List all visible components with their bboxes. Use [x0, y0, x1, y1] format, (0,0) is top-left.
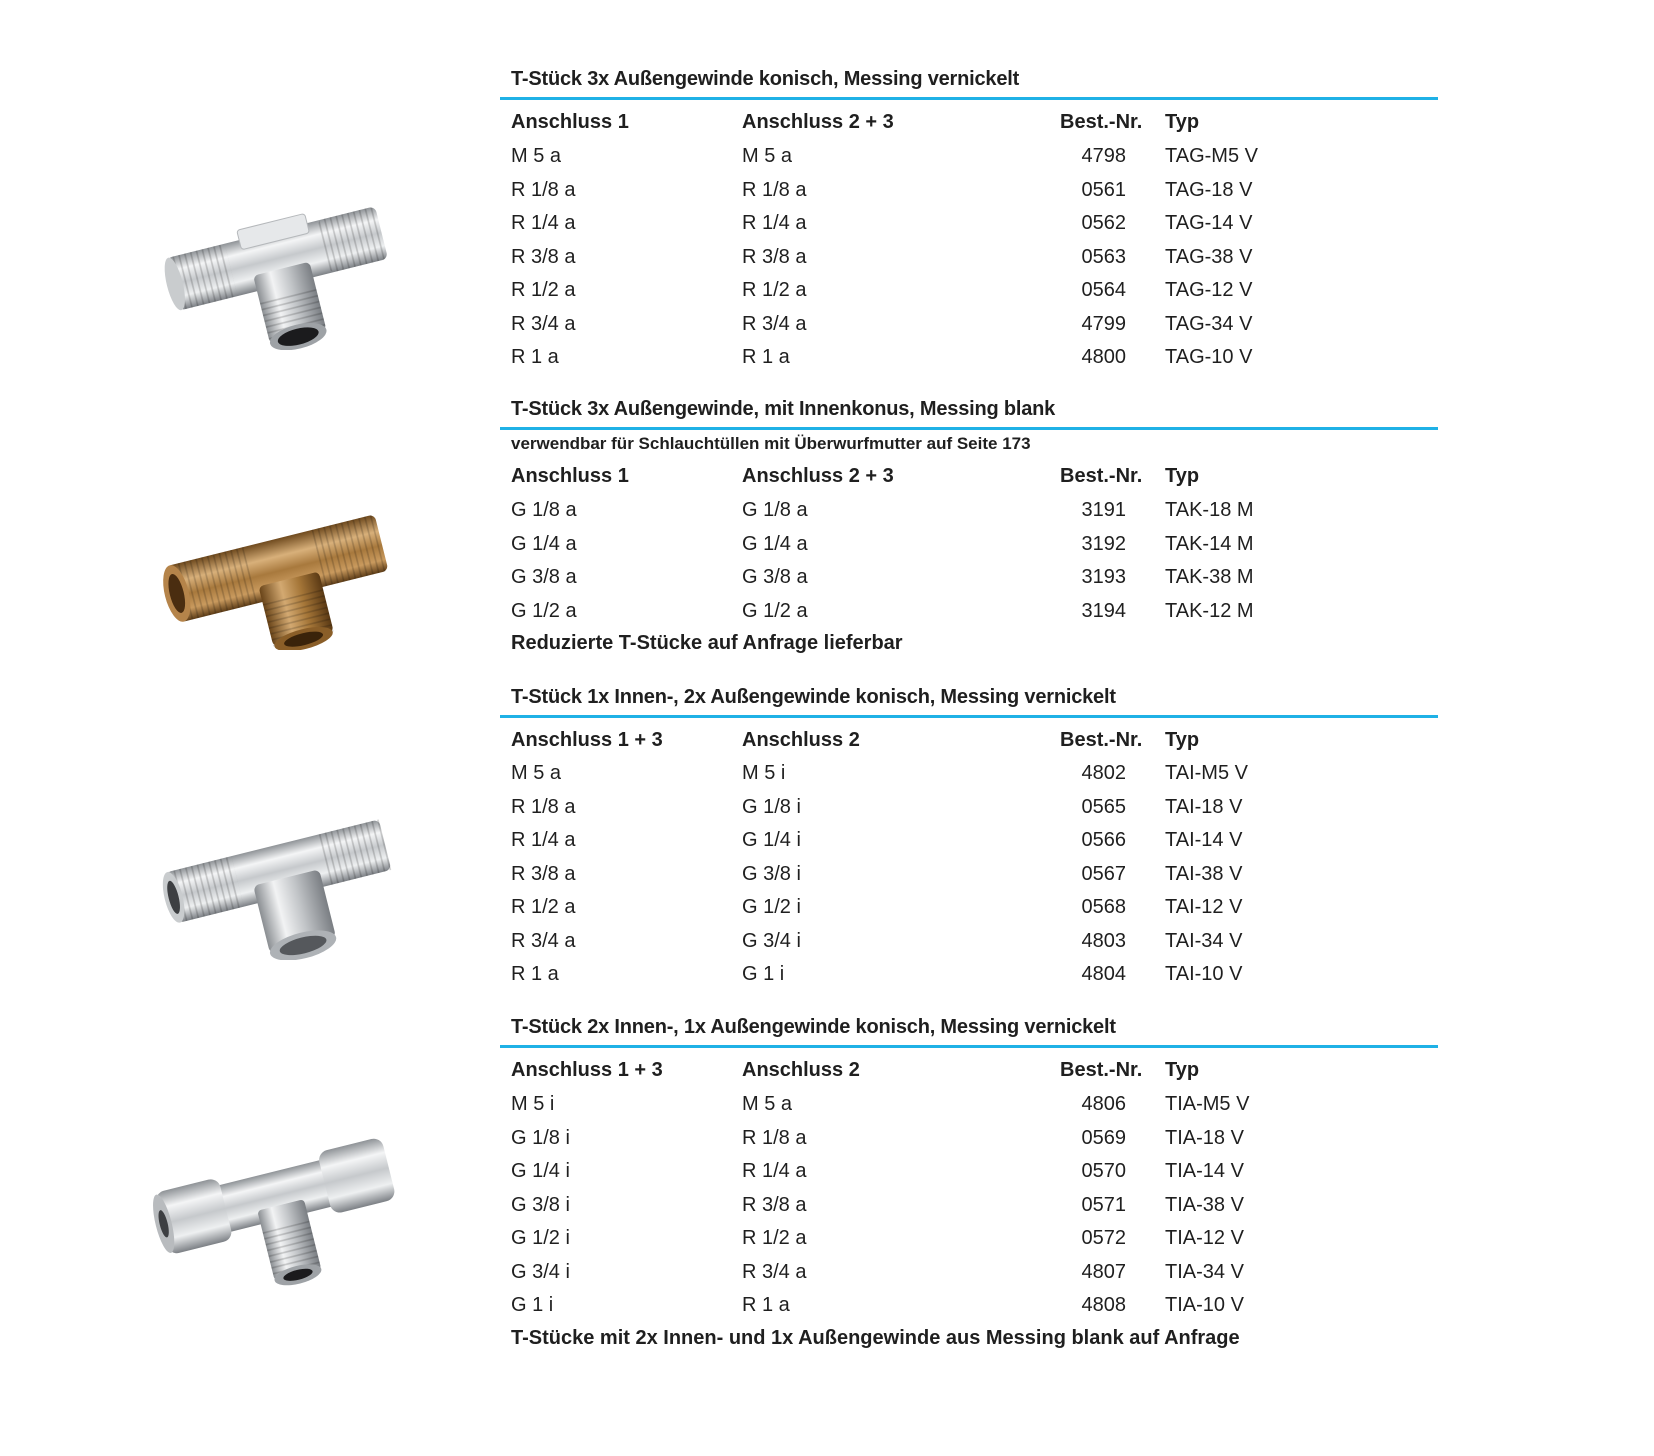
header-anschluss-1-3: Anschluss 1 + 3 — [511, 729, 663, 751]
type-code: TAI-M5 V — [1165, 762, 1248, 784]
table-header — [500, 465, 1438, 498]
connection-2: G 1/4 a — [742, 532, 808, 555]
section-note: T-Stücke mit 2x Innen- und 1x Außengewinde aus Messing blank auf Anfrage — [511, 1327, 1240, 1349]
brass-tee-fitting-3x-male-icon — [150, 490, 400, 650]
connection-1: M 5 i — [511, 1093, 555, 1115]
header-typ: Typ — [1165, 729, 1200, 751]
type-code: TAI-12 V — [1165, 896, 1243, 918]
order-number: 0568 — [1081, 896, 1126, 918]
table-row — [500, 1160, 1438, 1193]
order-number: 0563 — [1081, 245, 1126, 268]
type-code: TAI-34 V — [1165, 929, 1243, 952]
order-number: 0564 — [1081, 279, 1126, 301]
section-tag — [500, 66, 1438, 376]
type-code: TIA-14 V — [1165, 1160, 1244, 1182]
table-row — [500, 145, 1438, 178]
connection-1: R 3/4 a — [511, 312, 576, 335]
connection-2: R 1/4 a — [742, 1160, 807, 1182]
order-number: 0570 — [1081, 1160, 1126, 1182]
table-row — [500, 1127, 1438, 1160]
section-tak — [500, 396, 1438, 666]
order-number: 4807 — [1081, 1260, 1126, 1283]
connection-2: M 5 a — [742, 1093, 793, 1115]
connection-1: R 1/8 a — [511, 178, 576, 201]
header-anschluss-2: Anschluss 2 — [742, 729, 860, 751]
section-divider — [500, 1045, 1438, 1048]
type-code: TAK-18 M — [1165, 499, 1254, 521]
connection-2: R 1 a — [742, 346, 790, 368]
connection-2: R 1/4 a — [742, 212, 807, 234]
section-tai — [500, 684, 1438, 994]
connection-2: R 1/2 a — [742, 1227, 807, 1249]
connection-2: G 1/8 i — [742, 795, 801, 818]
table-row — [500, 600, 1438, 633]
connection-2: M 5 a — [742, 145, 793, 167]
order-number: 0571 — [1081, 1193, 1126, 1216]
type-code: TAG-12 V — [1165, 279, 1253, 301]
section-note: Reduzierte T-Stücke auf Anfrage lieferbar — [511, 632, 903, 654]
table-row — [500, 1227, 1438, 1260]
type-code: TIA-10 V — [1165, 1294, 1244, 1316]
product-image-tai — [150, 780, 400, 960]
order-number: 4800 — [1081, 346, 1126, 368]
connection-2: G 1/2 i — [742, 896, 801, 918]
order-number: 0566 — [1081, 829, 1126, 851]
connection-1: R 1/8 a — [511, 795, 576, 818]
product-image-tia — [150, 1100, 400, 1290]
connection-1: G 1/2 a — [511, 599, 577, 622]
order-number: 3194 — [1081, 599, 1126, 622]
order-number: 0572 — [1081, 1227, 1126, 1249]
table-row — [500, 896, 1438, 929]
table-row — [500, 829, 1438, 862]
order-number: 4802 — [1081, 762, 1126, 784]
connection-2: R 3/4 a — [742, 312, 807, 335]
type-code: TAK-38 M — [1165, 566, 1254, 588]
connection-1: G 1/4 i — [511, 1160, 570, 1182]
table-row — [500, 1294, 1438, 1327]
table-row — [500, 499, 1438, 532]
type-code: TAG-34 V — [1165, 312, 1253, 335]
table-row — [500, 346, 1438, 379]
table-row — [500, 796, 1438, 829]
type-code: TAK-14 M — [1165, 532, 1254, 555]
connection-1: R 3/8 a — [511, 245, 576, 268]
table-row — [500, 179, 1438, 212]
type-code: TAG-18 V — [1165, 178, 1253, 201]
section-title: T-Stück 3x Außengewinde konisch, Messing vernickelt — [511, 68, 1020, 90]
nickel-tee-fitting-2x-female-1x-male-icon — [150, 1100, 400, 1290]
header-anschluss-2: Anschluss 2 + 3 — [742, 111, 894, 133]
connection-1: R 1 a — [511, 963, 559, 985]
connection-2: R 1/8 a — [742, 178, 807, 201]
header-best-nr: Best.-Nr. — [1060, 729, 1143, 751]
nickel-tee-fitting-1x-female-2x-male-icon — [150, 780, 400, 960]
order-number: 4804 — [1081, 963, 1126, 985]
header-anschluss-2: Anschluss 2 — [742, 1059, 860, 1081]
connection-1: M 5 a — [511, 762, 562, 784]
type-code: TAI-38 V — [1165, 862, 1243, 885]
table-row — [500, 533, 1438, 566]
order-number: 3193 — [1081, 566, 1126, 588]
connection-1: R 1/4 a — [511, 212, 576, 234]
table-row — [500, 1194, 1438, 1227]
connection-2: G 1/4 i — [742, 829, 801, 851]
table-row — [500, 930, 1438, 963]
connection-2: G 3/8 i — [742, 862, 801, 885]
order-number: 4808 — [1081, 1294, 1126, 1316]
section-divider — [500, 427, 1438, 430]
connection-2: R 3/8 a — [742, 245, 807, 268]
connection-1: R 1/2 a — [511, 896, 576, 918]
connection-1: R 3/4 a — [511, 929, 576, 952]
table-header — [500, 729, 1438, 762]
table-row — [500, 313, 1438, 346]
connection-2: R 1 a — [742, 1294, 790, 1316]
type-code: TAG-38 V — [1165, 245, 1253, 268]
header-best-nr: Best.-Nr. — [1060, 465, 1143, 487]
connection-1: M 5 a — [511, 145, 562, 167]
table-row — [500, 246, 1438, 279]
order-number: 3191 — [1081, 499, 1126, 521]
type-code: TAG-14 V — [1165, 212, 1253, 234]
header-anschluss-1: Anschluss 1 — [511, 111, 629, 133]
table-row — [500, 212, 1438, 245]
header-anschluss-1: Anschluss 1 — [511, 465, 629, 487]
connection-1: G 1/4 a — [511, 532, 577, 555]
connection-2: M 5 i — [742, 762, 786, 784]
type-code: TIA-M5 V — [1165, 1093, 1250, 1115]
header-typ: Typ — [1165, 111, 1200, 133]
connection-2: R 3/4 a — [742, 1260, 807, 1283]
table-row — [500, 1261, 1438, 1294]
product-image-tak — [150, 490, 400, 650]
table-header — [500, 111, 1438, 144]
table-row — [500, 762, 1438, 795]
connection-1: G 1/8 a — [511, 499, 577, 521]
type-code: TAK-12 M — [1165, 599, 1254, 622]
connection-2: G 1 i — [742, 963, 785, 985]
type-code: TAG-10 V — [1165, 346, 1253, 368]
connection-1: R 3/8 a — [511, 862, 576, 885]
section-divider — [500, 715, 1438, 718]
type-code: TAG-M5 V — [1165, 145, 1258, 167]
connection-2: R 3/8 a — [742, 1193, 807, 1216]
order-number: 4798 — [1081, 145, 1126, 167]
order-number: 4799 — [1081, 312, 1126, 335]
type-code: TIA-34 V — [1165, 1260, 1244, 1283]
connection-2: G 3/4 i — [742, 929, 801, 952]
connection-2: R 1/2 a — [742, 279, 807, 301]
type-code: TIA-38 V — [1165, 1193, 1244, 1216]
connection-2: G 1/2 a — [742, 599, 808, 622]
connection-2: G 1/8 a — [742, 499, 808, 521]
connection-1: G 3/4 i — [511, 1260, 570, 1283]
connection-1: G 3/8 a — [511, 566, 577, 588]
connection-2: R 1/8 a — [742, 1126, 807, 1149]
order-number: 0561 — [1081, 178, 1126, 201]
order-number: 4806 — [1081, 1093, 1126, 1115]
section-title: T-Stück 3x Außengewinde, mit Innenkonus, Messing blank — [511, 398, 1056, 420]
order-number: 3192 — [1081, 532, 1126, 555]
table-row — [500, 566, 1438, 599]
header-typ: Typ — [1165, 465, 1200, 487]
connection-1: R 1 a — [511, 346, 559, 368]
table-row — [500, 863, 1438, 896]
section-divider — [500, 97, 1438, 100]
order-number: 0569 — [1081, 1126, 1126, 1149]
section-title: T-Stück 1x Innen-, 2x Außengewinde konisch, Messing vernickelt — [511, 686, 1116, 708]
product-image-tag — [150, 170, 400, 350]
section-subtitle: verwendbar für Schlauchtüllen mit Überwurfmutter auf Seite 173 — [511, 434, 1031, 453]
order-number: 0567 — [1081, 862, 1126, 885]
connection-1: G 1 i — [511, 1294, 554, 1316]
header-typ: Typ — [1165, 1059, 1200, 1081]
connection-1: G 1/8 i — [511, 1126, 570, 1149]
table-row — [500, 279, 1438, 312]
header-anschluss-1-3: Anschluss 1 + 3 — [511, 1059, 663, 1081]
type-code: TAI-18 V — [1165, 795, 1243, 818]
table-row — [500, 963, 1438, 996]
nickel-tee-fitting-3x-male-icon — [150, 170, 400, 350]
type-code: TAI-10 V — [1165, 963, 1243, 985]
section-tia — [500, 1014, 1438, 1364]
order-number: 0562 — [1081, 212, 1126, 234]
table-header — [500, 1059, 1438, 1092]
table-row — [500, 1093, 1438, 1126]
connection-1: R 1/4 a — [511, 829, 576, 851]
connection-1: G 1/2 i — [511, 1227, 570, 1249]
connection-2: G 3/8 a — [742, 566, 808, 588]
section-title: T-Stück 2x Innen-, 1x Außengewinde konisch, Messing vernickelt — [511, 1016, 1116, 1038]
type-code: TIA-18 V — [1165, 1126, 1244, 1149]
header-anschluss-2: Anschluss 2 + 3 — [742, 465, 894, 487]
connection-1: G 3/8 i — [511, 1193, 570, 1216]
header-best-nr: Best.-Nr. — [1060, 111, 1143, 133]
header-best-nr: Best.-Nr. — [1060, 1059, 1143, 1081]
type-code: TIA-12 V — [1165, 1227, 1244, 1249]
order-number: 4803 — [1081, 929, 1126, 952]
type-code: TAI-14 V — [1165, 829, 1243, 851]
order-number: 0565 — [1081, 795, 1126, 818]
connection-1: R 1/2 a — [511, 279, 576, 301]
